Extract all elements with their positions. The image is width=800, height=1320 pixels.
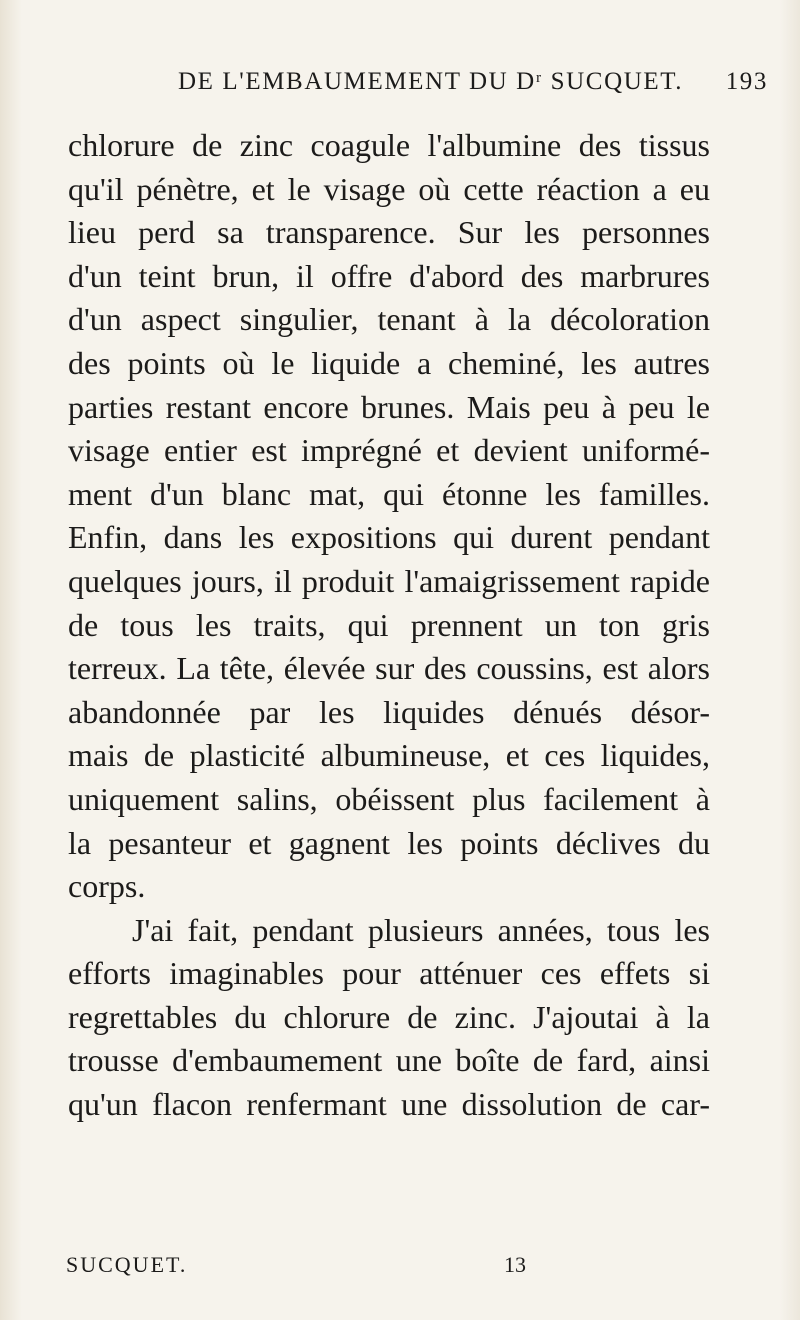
text-line: ment d'un blanc mat, qui étonne les familles. xyxy=(68,475,710,512)
signature-mark: SUCQUET. xyxy=(66,1252,188,1277)
running-title: DE L'EMBAUMEMENT DU Dʳ SUCQUET. xyxy=(178,68,684,95)
text-line: qu'un flacon renfermant une dissolution de car- xyxy=(68,1086,710,1123)
text-line: trousse d'embaumement une boîte de fard, ainsi xyxy=(68,1042,710,1079)
signature-line xyxy=(66,1252,666,1286)
text-line: d'un aspect singulier, tenant à la décoloration xyxy=(68,301,710,338)
text-line: lieu perd sa transparence. Sur les personnes xyxy=(68,214,710,251)
text-line: des points où le liquide a cheminé, les autres xyxy=(68,344,710,381)
text-line: efforts imaginables pour atténuer ces effets si xyxy=(68,955,710,992)
text-line: abandonnée par les liquides dénués désor- xyxy=(68,693,710,730)
text-line: Enfin, dans les expositions qui durent pendant xyxy=(68,519,710,556)
text-line: qu'il pénètre, et le visage où cette réaction a eu xyxy=(68,170,710,207)
page-number: 193 xyxy=(725,68,768,95)
text-line: regrettables du chlorure de zinc. J'ajoutai à la xyxy=(68,998,710,1035)
text-line: J'ai fait, pendant plusieurs années, tous les xyxy=(132,911,710,948)
text-line: terreux. La tête, élevée sur des coussins, est alors xyxy=(68,650,710,687)
signature-number: 13 xyxy=(504,1252,526,1277)
text-line: quelques jours, il produit l'amaigrissement rapide xyxy=(68,562,710,599)
text-line: la pesanteur et gagnent les points déclives du xyxy=(68,824,710,861)
text-line: d'un teint brun, il offre d'abord des marbrures xyxy=(68,257,710,294)
text-line: mais de plasticité albumineuse, et ces liquides, xyxy=(68,737,710,774)
text-line: uniquement salins, obéissent plus facilement à xyxy=(68,780,710,817)
text-line: corps. xyxy=(68,868,146,905)
body-text xyxy=(68,124,710,1127)
running-head xyxy=(178,68,768,108)
text-line: chlorure de zinc coagule l'albumine des tissus xyxy=(68,127,710,163)
text-line: de tous les traits, qui prennent un ton gris xyxy=(68,606,710,643)
text-line: visage entier est imprégné et devient uniformé- xyxy=(68,432,710,469)
text-line: parties restant encore brunes. Mais peu à peu le xyxy=(68,388,710,425)
